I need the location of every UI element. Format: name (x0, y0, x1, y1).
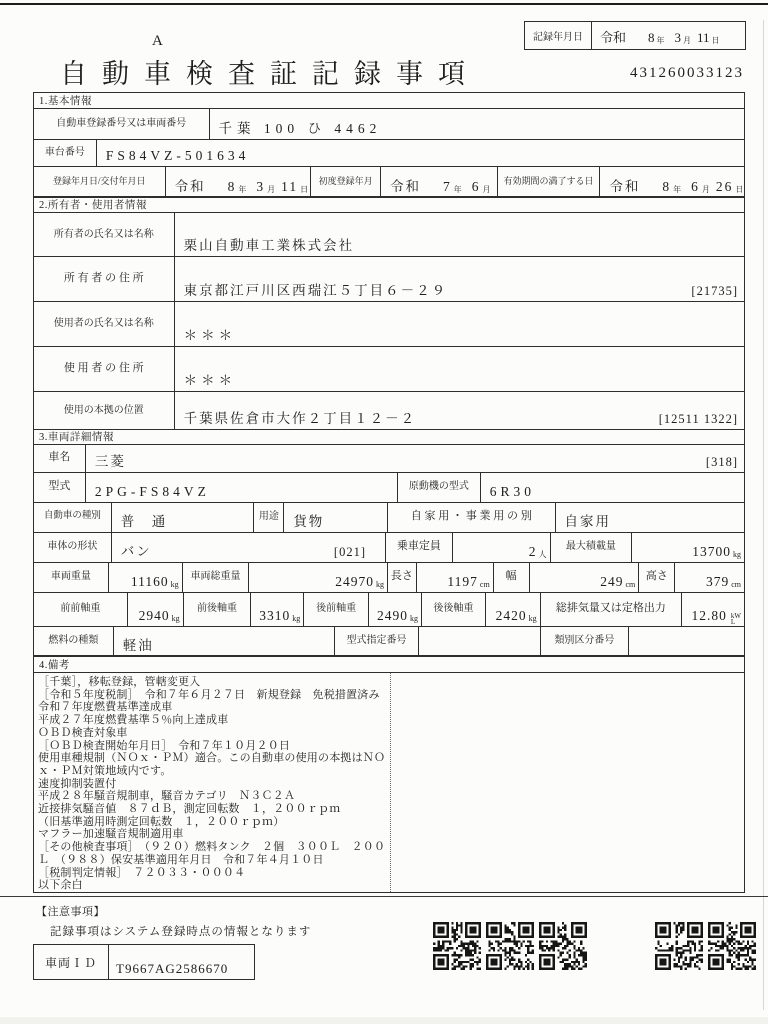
remarks-line: 平成２７年度燃費基準５％向上達成車 (38, 714, 229, 727)
qr-code-icon (433, 922, 481, 970)
remarks-line: ｘ・ＰＭ対策地域内です。 (38, 764, 172, 777)
owner-address-code: [21735] (691, 284, 738, 298)
car-name-code: [318] (705, 454, 738, 469)
section1-heading: 1.基本情報 (39, 95, 92, 107)
owner-name-value: 栗山自動車工業株式会社 (174, 213, 744, 256)
remarks-line: マフラー加速騒音規制適用車 (38, 828, 184, 841)
axle-front-front-label: 前前軸重 (60, 603, 101, 614)
qr-code-icon (539, 922, 587, 970)
row-model (34, 472, 744, 502)
seating-capacity-label: 乗車定員 (385, 533, 452, 562)
width-label: 幅 (493, 563, 529, 592)
ownership-value: 自家用 (555, 503, 744, 532)
row-user-address (34, 346, 744, 391)
user-name-label: 使用者の氏名又は名称 (53, 318, 154, 329)
kg-unit: kg (171, 613, 180, 623)
vehicle-category-label: 自動車の種別 (43, 511, 101, 522)
gross-weight-value: 24970 (335, 573, 374, 589)
month-unit: 月 (683, 36, 692, 45)
remarks-line: （旧基準適用時測定回転数 １，２００ｒｐｍ） (38, 815, 285, 828)
day-unit: 日 (300, 184, 309, 194)
user-name-value: ＊＊＊ (174, 302, 744, 346)
row-body-capacity-load (34, 532, 744, 562)
section-basic-info (33, 92, 745, 198)
axle-rear-rear-label: 後後軸重 (421, 593, 485, 626)
type-designation-label: 型式指定番号 (334, 627, 418, 656)
row-owner-address (34, 256, 744, 301)
remarks-line: 平成２８年騒音規制車，騒音カテゴリ Ｎ３Ｃ２Ａ (38, 790, 296, 803)
gross-weight-label: 車両総重量 (182, 563, 249, 592)
record-year: 8 (648, 30, 655, 45)
remarks-line: Ｌ （９８８）保安基準適用年月日 令和７年４月１０日 (38, 853, 324, 866)
era-text: 令和 (174, 178, 206, 194)
person-unit: 人 (538, 549, 547, 559)
remarks-line: 令和７年度燃費基準達成車 (38, 701, 173, 714)
row-chassis-number (34, 139, 744, 166)
record-date-label: 記録年月日 (525, 22, 592, 49)
row-registration-number (34, 108, 744, 139)
base-location-label: 使用の本拠の位置 (63, 404, 144, 416)
type-designation-value (418, 627, 540, 656)
l-unit: L (730, 618, 736, 626)
record-day: 11 (697, 30, 710, 45)
footer (0, 896, 768, 1016)
record-date-box (524, 21, 746, 50)
section3-heading: 3.車両詳細情報 (39, 432, 114, 443)
body-shape-code: [021] (333, 544, 366, 559)
row-axle-weights (34, 592, 744, 626)
registration-date-label: 登録年月日/交付年月日 (53, 176, 146, 187)
axle-front-rear-value: 3310 (259, 607, 291, 623)
record-table (33, 93, 745, 893)
year-unit: 年 (656, 36, 665, 45)
day-unit: 日 (711, 36, 720, 45)
height-label: 高さ (638, 563, 674, 592)
firstreg-month: 6 (471, 178, 481, 194)
length-value: 1197 (447, 573, 478, 589)
seating-capacity-value: 2 (528, 543, 537, 559)
remarks-text (34, 673, 391, 892)
vehicle-id-label: 車両ＩＤ (34, 945, 109, 979)
kg-unit: kg (733, 549, 741, 559)
section-vehicle-details (33, 429, 745, 657)
car-name-value: 三菱 (94, 453, 126, 469)
displacement-label: 総排気量又は定格出力 (540, 593, 682, 626)
cm-unit: cm (731, 579, 741, 589)
section2-heading: 2.所有者・使用者情報 (39, 200, 147, 211)
model-value: 2PG-FS84VZ (85, 473, 397, 502)
displacement-value: 12.80 (691, 607, 727, 623)
era-text: 令和 (390, 178, 421, 194)
base-location-code: [12511 1322] (658, 412, 738, 426)
first-registration-value (380, 167, 497, 197)
expiry-date-value (599, 167, 744, 197)
first-registration-label: 初度登録年月 (310, 167, 380, 197)
cm-unit: cm (479, 579, 490, 589)
remarks-line: ＯＢＤ検査対象車 (38, 726, 128, 739)
kg-unit: kg (528, 613, 537, 623)
usage-label: 用途 (253, 503, 283, 532)
scan-edge-right (763, 20, 764, 1010)
axle-rear-front-value: 2490 (376, 607, 408, 623)
usage-value: 貨物 (283, 503, 387, 532)
axle-rear-rear-value: 2420 (495, 607, 527, 623)
expiry-day: 26 (715, 178, 734, 194)
kg-unit: kg (375, 579, 384, 589)
axle-front-front-value: 2940 (138, 607, 170, 623)
row-weights-dimensions (34, 562, 744, 592)
month-unit: 月 (482, 184, 491, 194)
max-load-value: 13700 (692, 543, 731, 559)
remarks-line: 以下余白 (38, 879, 83, 892)
firstreg-year: 7 (443, 178, 452, 194)
kg-unit: kg (170, 579, 179, 589)
axle-front-rear-label: 前後軸重 (183, 593, 251, 626)
month-unit: 月 (267, 184, 276, 194)
era-text: 令和 (600, 30, 627, 45)
vehicle-category-value: 普 通 (111, 503, 254, 532)
record-date-value (592, 22, 745, 49)
displacement-units (731, 613, 741, 626)
remarks-line: ［税制判定情報］ ７２０３３・０００４ (38, 866, 246, 879)
kg-unit: kg (292, 613, 301, 623)
qr-code-icon (708, 922, 756, 970)
reg-day: 11 (281, 178, 299, 194)
vehicle-id-value: T9667AG2586670 (116, 961, 229, 976)
scan-edge-top (0, 3, 768, 5)
ownership-label: 自 家 用 ・ 事 業 用 の 別 (387, 503, 555, 532)
year-unit: 年 (238, 184, 247, 194)
month-unit: 月 (701, 184, 710, 194)
remarks-line: ［その他検査事項］ （９２０）燃料タンク ２個 ３００Ｌ ２００ (38, 841, 386, 854)
era-text: 令和 (609, 178, 641, 194)
reg-month: 3 (256, 178, 266, 194)
row-fuel-typeno (34, 626, 744, 656)
expiry-year: 8 (662, 178, 672, 194)
reg-year: 8 (227, 178, 237, 194)
model-label: 型式 (48, 480, 71, 493)
user-address-value: ＊＊＊ (174, 347, 744, 391)
expiry-month: 6 (691, 178, 700, 194)
section-remarks (33, 655, 745, 893)
row-base-location (34, 391, 744, 429)
registration-number-value: 千葉 100 ひ 4462 (209, 109, 745, 139)
remarks-body (34, 672, 744, 892)
cm-unit: cm (625, 579, 636, 589)
base-location-value: 千葉県佐倉市大作２丁目１２－２ (183, 411, 417, 426)
page-title: 自動車検査証記録事項 (60, 59, 480, 89)
kg-unit: kg (409, 613, 418, 623)
chassis-number-label: 車台番号 (44, 146, 85, 158)
remarks-empty-area (391, 673, 744, 892)
scan-edge-bottom (0, 1017, 768, 1024)
notice-heading: 【注意事項】 (36, 906, 105, 918)
remarks-line: ［千葉］，移転登録，管轄変更入 (38, 676, 201, 688)
qr-code-icon (655, 922, 703, 970)
page-mark-a: A (152, 33, 164, 49)
kw-unit: kW (730, 611, 742, 620)
engine-model-label: 原動機の型式 (397, 473, 480, 502)
registration-date-value (165, 167, 311, 197)
user-address-label: 使 用 者 の 住 所 (63, 362, 144, 375)
length-label: 長さ (387, 563, 416, 592)
year-unit: 年 (673, 184, 682, 194)
owner-address-label: 所 有 者 の 住 所 (63, 272, 144, 285)
vehicle-weight-label: 車両重量 (50, 571, 91, 582)
registration-number-label: 自動車登録番号又は車両番号 (56, 117, 187, 129)
fuel-type-value: 軽油 (113, 627, 334, 656)
day-unit: 日 (735, 184, 744, 194)
row-category-usage (34, 502, 744, 532)
vehicle-weight-value: 11160 (130, 573, 169, 589)
document-number: 431260033123 (630, 65, 744, 81)
remarks-line: 速度抑制装置付 (38, 777, 117, 790)
vehicle-id-box (33, 944, 255, 980)
remarks-line: 近接排気騒音値 ８７ｄＢ，測定回転数 １，２００ｒｐｍ (38, 803, 341, 816)
section-owner-user-info (33, 196, 745, 430)
row-owner-name (34, 212, 744, 256)
width-value: 249 (600, 573, 624, 589)
chassis-number-value: FS84VZ-501634 (96, 140, 744, 166)
remarks-line: ［ＯＢＤ検査開始年月日］ 令和７年１０月２０日 (38, 739, 291, 752)
qr-code-icon (486, 922, 534, 970)
classification-number-value (628, 627, 744, 656)
notice-text: 記録事項はシステム登録時点の情報となります (50, 926, 312, 938)
record-month: 3 (674, 30, 682, 45)
expiry-date-label: 有効期間の満了する日 (497, 167, 600, 197)
remarks-line: 使用車種規制（ＮＯｘ・ＰＭ）適合。この自動車の使用の本拠はＮＯ (38, 752, 386, 765)
fuel-type-label: 燃料の種類 (48, 635, 99, 646)
engine-model-value: 6R30 (480, 473, 744, 502)
body-shape-label: 車体の形状 (47, 541, 98, 552)
row-car-name (34, 444, 744, 472)
row-dates (34, 166, 744, 197)
row-user-name (34, 301, 744, 346)
height-value: 379 (705, 573, 730, 589)
footer-divider-line (0, 896, 768, 897)
section4-heading: 4.備考 (39, 659, 70, 671)
year-unit: 年 (453, 184, 462, 194)
car-name-label: 車名 (48, 451, 71, 464)
body-shape-value: バン (120, 543, 152, 559)
owner-address-value: 東京都江戸川区西瑞江５丁目６－２９ (183, 283, 448, 298)
remarks-line: ［令和５年度税制］ 令和７年６月２７日 新規登録 免税措置済み (38, 688, 380, 701)
owner-name-label: 所有者の氏名又は名称 (53, 228, 154, 240)
axle-rear-front-label: 後前軸重 (303, 593, 368, 626)
classification-number-label: 類別区分番号 (540, 627, 629, 656)
max-load-label: 最大積載量 (550, 533, 632, 562)
